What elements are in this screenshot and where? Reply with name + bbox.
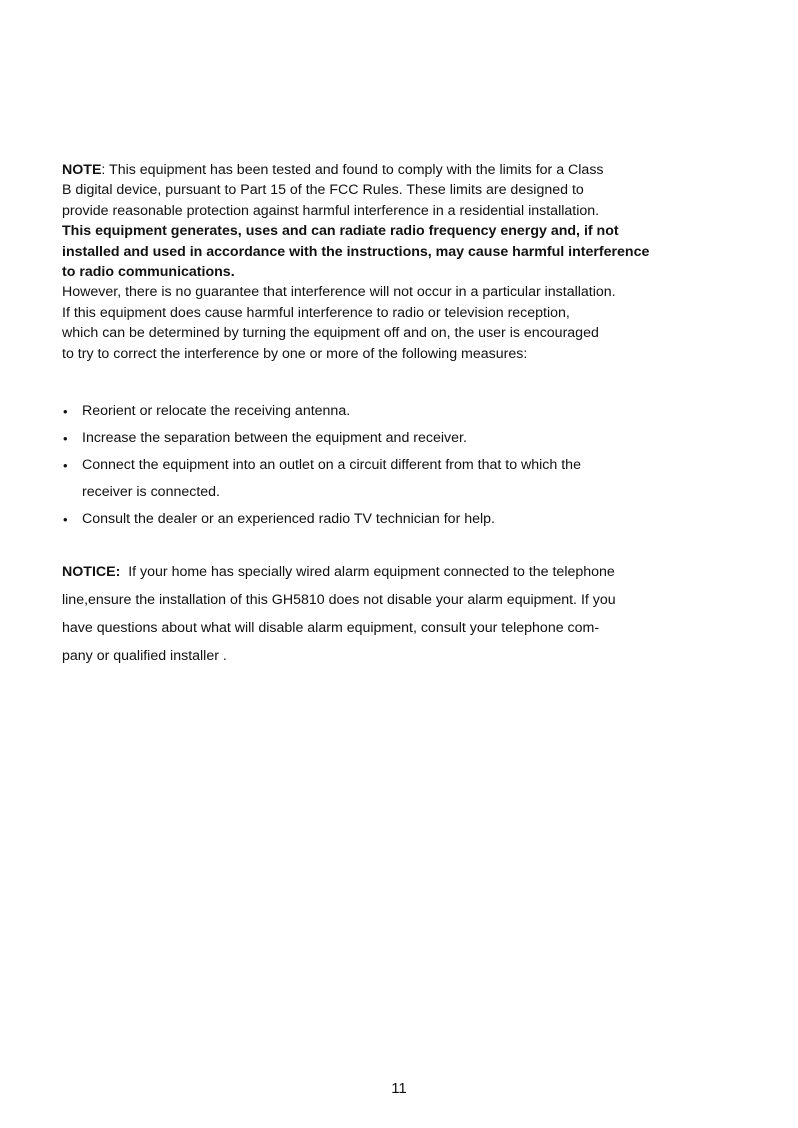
note-line-2: B digital device, pursuant to Part 15 of the FCC Rules. These limits are designed to — [62, 182, 584, 199]
note-line-1 — [62, 160, 722, 180]
bullet-icon: • — [63, 458, 68, 473]
notice-label: NOTICE: — [62, 564, 121, 580]
note-line-1-text: : This equipment has been tested and found to comply with the limits for a Class — [101, 162, 604, 178]
page-number: 11 — [391, 1080, 407, 1097]
measure-1-line-1: Reorient or relocate the receiving antenna. — [82, 403, 351, 419]
list-item — [62, 425, 722, 452]
list-item — [62, 398, 722, 425]
note-line-3: provide reasonable protection against harmful interference in a residential installation. — [62, 202, 600, 219]
fcc-note-paragraph — [62, 160, 722, 364]
notice-line-4: pany or qualified installer . — [62, 648, 227, 664]
note-line-6: to radio communications. — [62, 264, 235, 281]
measure-2-line-1: Increase the separation between the equipment and receiver. — [82, 430, 467, 446]
bullet-icon: • — [63, 512, 68, 527]
notice-line-1 — [62, 558, 722, 586]
note-line-4: This equipment generates, uses and can radiate radio frequency energy and, if not — [62, 223, 619, 240]
measures-list — [62, 398, 722, 533]
alarm-notice-paragraph — [62, 558, 722, 670]
notice-line-1-text: If your home has specially wired alarm equipment connected to the telephone — [120, 564, 615, 580]
measure-4-line-1: Consult the dealer or an experienced radio TV technician for help. — [82, 511, 496, 527]
note-line-10: to try to correct the interference by one or more of the following measures: — [62, 345, 528, 362]
note-line-8: If this equipment does cause harmful interference to radio or television reception, — [62, 304, 570, 321]
bullet-icon: • — [63, 431, 68, 446]
measure-3-line-1: Connect the equipment into an outlet on a circuit different from that to which the — [82, 457, 581, 473]
notice-line-3: have questions about what will disable alarm equipment, consult your telephone com- — [62, 620, 600, 636]
note-label: NOTE — [62, 162, 102, 178]
notice-line-2: line,ensure the installation of this GH5810 does not disable your alarm equipment. If you — [62, 592, 616, 608]
note-line-9: which can be determined by turning the equipment off and on, the user is encouraged — [62, 325, 599, 342]
note-line-7: However, there is no guarantee that interference will not occur in a particular installation. — [62, 284, 616, 301]
list-item — [62, 452, 722, 506]
bullet-icon: • — [63, 404, 68, 419]
note-line-5: installed and used in accordance with the instructions, may cause harmful interference — [62, 243, 650, 260]
list-item — [62, 506, 722, 533]
measure-3-line-2: receiver is connected. — [82, 484, 221, 500]
